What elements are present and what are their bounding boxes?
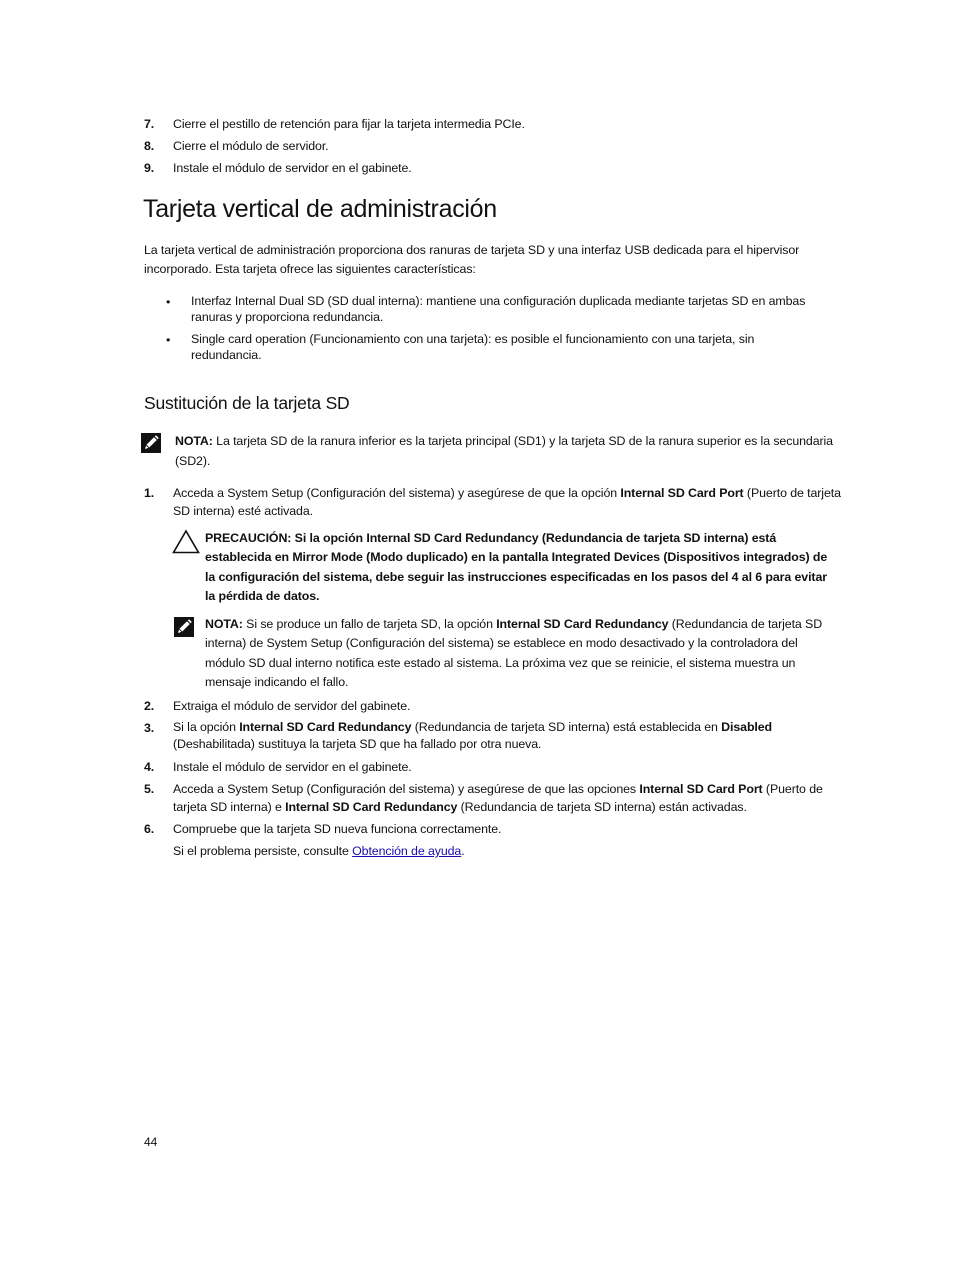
section-intro: La tarjeta vertical de administración proporciona dos ranuras de tarjeta SD y una interfaz USB dedicada para el hipervisor incorporado. Esta tarjeta ofrece las siguientes características:	[144, 243, 800, 276]
step-number: 7.	[144, 117, 155, 131]
bullet-text: Single card operation (Funcionamiento con una tarjeta): es posible el funcionamiento con una tarjeta, sin redundancia.	[191, 332, 755, 362]
warning-triangle-icon	[172, 529, 200, 555]
step-text-end: (Deshabilitada) sustituya la tarjeta SD que ha fallado por otra nueva.	[173, 737, 542, 751]
step-6	[144, 820, 844, 838]
step-4	[144, 758, 844, 776]
pencil-note-icon	[141, 433, 161, 453]
page-number: 44	[144, 1135, 158, 1149]
caution-label: PRECAUCIÓN:	[205, 531, 292, 545]
pencil-note-icon	[174, 617, 194, 637]
step-number: 9.	[144, 161, 155, 175]
subsection-title: Sustitución de la tarjeta SD	[144, 393, 350, 413]
value-disabled: Disabled	[721, 720, 773, 734]
note-text: Si se produce un fallo de tarjeta SD, la opción	[242, 617, 497, 631]
step-text: Si la opción	[173, 720, 240, 734]
bullet-item	[166, 293, 816, 325]
step-text: Instale el módulo de servidor en el gabinete.	[173, 161, 412, 175]
note-label: NOTA:	[205, 617, 243, 631]
bullet-marker: •	[166, 333, 171, 347]
step-text: Extraiga el módulo de servidor del gabinete.	[173, 699, 411, 713]
help-text-end: .	[461, 844, 465, 858]
option-internal-sd-card-redundancy: Internal SD Card Redundancy	[239, 720, 412, 734]
step-text-end: (Redundancia de tarjeta SD interna) están activadas.	[457, 800, 747, 814]
option-internal-sd-card-redundancy: Internal SD Card Redundancy	[496, 617, 669, 631]
note-text: La tarjeta SD de la ranura inferior es la tarjeta principal (SD1) y la tarjeta SD de la ranura superior es la secundaria (SD2).	[175, 434, 833, 468]
note-text-continued: (Redundancia de tarjeta SD interna) de System Setup (Configuración del sistema) se establece en modo desactivado y la controladora del módulo SD dual interno notifica este estado al sistema. La próxima vez que se reinicie, el sistema muestra un mensaje indicando el fallo.	[205, 617, 823, 689]
help-reference	[173, 842, 833, 860]
help-link[interactable]: Obtención de ayuda	[352, 844, 462, 858]
step-number: 5.	[144, 782, 155, 796]
note-sd-failure	[205, 615, 840, 692]
step-text: Compruebe que la tarjeta SD nueva funciona correctamente.	[173, 822, 502, 836]
option-internal-sd-card-redundancy: Internal SD Card Redundancy	[285, 800, 458, 814]
note-label: NOTA:	[175, 434, 213, 448]
step-text-continued: (Puerto de tarjeta SD interna) e	[173, 782, 823, 814]
caution-data-loss	[205, 529, 840, 606]
step-text: Acceda a System Setup (Configuración del sistema) y asegúrese de que la opción	[173, 486, 621, 500]
step-number: 1.	[144, 486, 155, 500]
caution-text: Si la opción Internal SD Card Redundancy (Redundancia de tarjeta SD interna) está establecida en Mirror Mode (Modo duplicado) en la pantalla Integrated Devices (Dispositivos integrados) de la configuración del sistema, debe seguir las instrucciones especificadas en los pasos del 4 al 6 para evitar la pérdida de datos.	[205, 531, 828, 603]
step-8	[144, 137, 844, 155]
help-text: Si el problema persiste, consulte	[173, 844, 353, 858]
bullet-item	[166, 331, 816, 363]
step-1	[144, 484, 844, 520]
step-9	[144, 159, 844, 177]
step-number: 2.	[144, 699, 155, 713]
step-7	[144, 115, 844, 133]
step-text: Acceda a System Setup (Configuración del sistema) y asegúrese de que las opciones	[173, 782, 640, 796]
step-text: Instale el módulo de servidor en el gabinete.	[173, 760, 412, 774]
step-number: 8.	[144, 139, 155, 153]
option-internal-sd-card-port: Internal SD Card Port	[620, 486, 744, 500]
step-text: Cierre el pestillo de retención para fijar la tarjeta intermedia PCIe.	[173, 117, 525, 131]
note-sd-slots	[175, 431, 835, 471]
section-title: Tarjeta vertical de administración	[143, 195, 497, 223]
step-text-continued: (Puerto de tarjeta SD interna) esté activada.	[173, 486, 841, 518]
step-2	[144, 697, 844, 715]
step-number: 4.	[144, 760, 155, 774]
step-text: Cierre el módulo de servidor.	[173, 139, 329, 153]
step-3	[144, 719, 844, 753]
step-5	[144, 780, 844, 816]
step-number: 3.	[144, 721, 155, 735]
bullet-marker: •	[166, 295, 171, 309]
option-internal-sd-card-port: Internal SD Card Port	[639, 782, 763, 796]
bullet-text: Interfaz Internal Dual SD (SD dual interna): mantiene una configuración duplicada mediante tarjetas SD en ambas ranuras y proporciona redundancia.	[191, 294, 806, 324]
step-number: 6.	[144, 822, 155, 836]
step-text-continued: (Redundancia de tarjeta SD interna) está establecida en	[411, 720, 722, 734]
